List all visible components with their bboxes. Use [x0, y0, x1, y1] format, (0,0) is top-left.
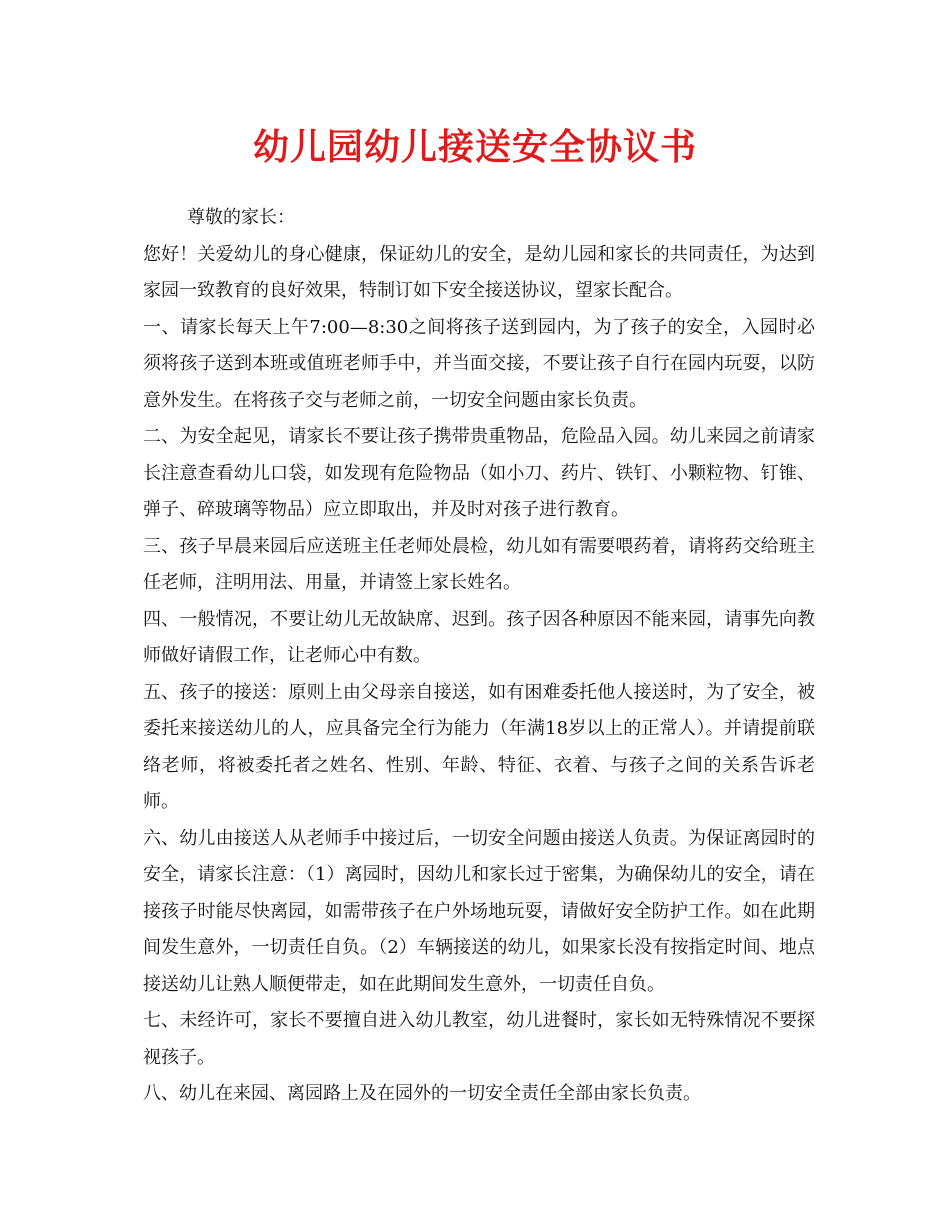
paragraph-8: 八、幼儿在来园、离园路上及在园外的一切安全责任全部由家长负责。: [143, 1083, 701, 1104]
document-title: 幼儿园幼儿接送安全协议书: [252, 126, 697, 168]
greeting: 尊敬的家长：: [187, 207, 295, 228]
document-body: [143, 200, 815, 1113]
paragraph-2: 二、为安全起见，请家长不要让孩子携带贵重物品，危险品入园。幼儿来园之前请家长注意查看幼儿口袋，如发现有危险物品（如小刀、药片、铁钉、小颗粒物、钉锥、弹子、碎玻璃等物品）应立即取出，并及时对孩子进行教育。: [143, 426, 815, 520]
paragraph-1: 一、请家长每天上午7:00—8:30之间将孩子送到园内，为了孩子的安全，入园时必须将孩子送到本班或值班老师手中，并当面交接，不要让孩子自行在园内玩耍，以防意外发生。在将孩子交与老师之前，一切安全问题由家长负责。: [143, 316, 815, 411]
paragraph-3: 三、孩子早晨来园后应送班主任老师处晨检，幼儿如有需要喂药着，请将药交给班主任老师，注明用法、用量，并请签上家长姓名。: [143, 535, 815, 593]
paragraph-5: 五、孩子的接送：原则上由父母亲自接送，如有困难委托他人接送时，为了安全，被委托来接送幼儿的人，应具备完全行为能力（年满18岁以上的正常人）。并请提前联络老师，将被委托者之姓名、性别、年龄、特征、衣着、与孩子之间的关系告诉老师。: [143, 681, 815, 812]
paragraph-7: 七、未经许可，家长不要擅自进入幼儿教室，幼儿进餐时，家长如无特殊情况不要探视孩子。: [143, 1010, 815, 1068]
paragraph-4: 四、一般情况，不要让幼儿无故缺席、迟到。孩子因各种原因不能来园，请事先向教师做好请假工作，让老师心中有数。: [143, 608, 815, 666]
paragraph-6: 六、幼儿由接送人从老师手中接过后，一切安全问题由接送人负责。为保证离园时的安全，请家长注意：（1）离园时，因幼儿和家长过于密集，为确保幼儿的安全，请在接孩子时能尽快离园，如需带孩子在户外场地玩耍，请做好安全防护工作。如在此期间发生意外，一切责任自负。（2）车辆接送的幼儿，如果家长没有按指定时间、地点接送幼儿让熟人顺便带走，如在此期间发生意外，一切责任自负。: [143, 827, 815, 995]
paragraph-intro: 您好！关爱幼儿的身心健康，保证幼儿的安全，是幼儿园和家长的共同责任，为达到家园一致教育的良好效果，特制订如下安全接送协议，望家长配合。: [143, 243, 815, 301]
